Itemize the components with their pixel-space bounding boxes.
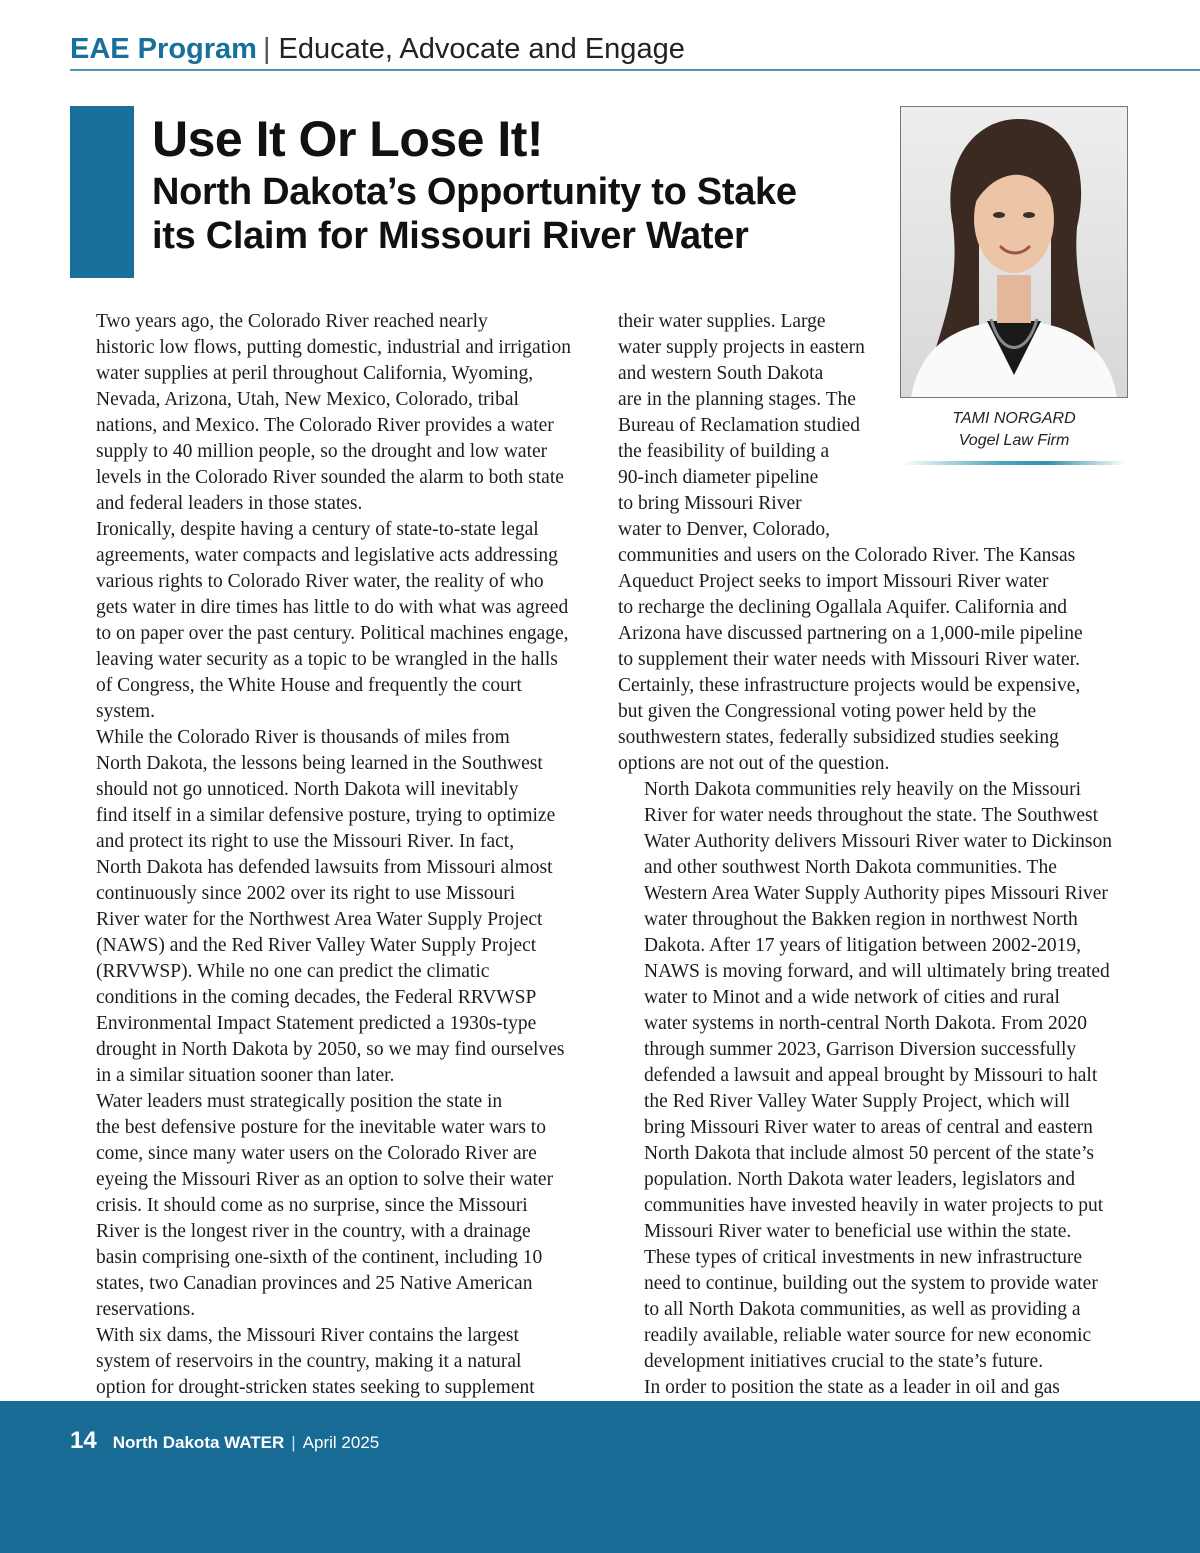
- text-line: basin comprising one-sixth of the continent, including 10: [96, 1247, 543, 1268]
- text-line: drought in North Dakota by 2050, so we may find ourselves: [96, 1039, 565, 1060]
- text-line: and western South Dakota: [618, 363, 824, 384]
- article-subtitle-line-2: its Claim for Missouri River Water: [152, 215, 749, 257]
- article-title: Use It Or Lose It!: [152, 111, 544, 167]
- paragraph: [618, 1375, 1130, 1401]
- text-line: North Dakota that include almost 50 percent of the state’s: [644, 1143, 1094, 1164]
- text-line: defended a lawsuit and appeal brought by Missouri to halt: [644, 1065, 1098, 1086]
- program-tagline: Educate, Advocate and Engage: [278, 33, 685, 65]
- paragraph: [70, 1323, 582, 1401]
- text-line: conditions in the coming decades, the Federal RRVWSP: [96, 987, 537, 1008]
- text-line: states, two Canadian provinces and 25 Native American: [96, 1273, 533, 1294]
- text-line: North Dakota, the lessons being learned in the Southwest: [96, 753, 543, 774]
- text-line: come, since many water users on the Colorado River are: [96, 1143, 537, 1164]
- text-line: option for drought-stricken states seeking to supplement: [96, 1377, 535, 1398]
- text-line: to supplement their water needs with Missouri River water.: [618, 649, 1080, 670]
- text-line: find itself in a similar defensive posture, trying to optimize: [96, 805, 556, 826]
- title-accent-bar: [70, 106, 134, 278]
- paragraph: [70, 309, 582, 517]
- text-line: While the Colorado River is thousands of miles from: [96, 727, 510, 748]
- text-line: through summer 2023, Garrison Diversion successfully: [644, 1039, 1077, 1060]
- text-line: need to continue, building out the system to provide water: [644, 1273, 1098, 1294]
- footer-separator: |: [291, 1433, 296, 1452]
- text-line: continuously since 2002 over its right to use Missouri: [96, 883, 516, 904]
- text-line: water throughout the Bakken region in northwest North: [644, 909, 1078, 930]
- program-name: EAE Program: [70, 33, 257, 65]
- text-line: (NAWS) and the Red River Valley Water Supply Project: [96, 935, 537, 956]
- text-line: historic low flows, putting domestic, industrial and irrigation: [96, 337, 571, 358]
- text-line: their water supplies. Large: [618, 311, 826, 332]
- text-line: leaving water security as a topic to be wrangled in the halls: [96, 649, 558, 670]
- text-line: water to Denver, Colorado,: [618, 519, 831, 540]
- section-header: [70, 28, 1200, 70]
- header-separator: |: [262, 33, 271, 65]
- text-line: Arizona have discussed partnering on a 1,000-mile pipeline: [618, 623, 1083, 644]
- text-line: communities and users on the Colorado River. The Kansas: [618, 545, 1076, 566]
- text-line: eyeing the Missouri River as an option to solve their water: [96, 1169, 554, 1190]
- article-column-right: [618, 309, 1130, 1401]
- text-line: the Red River Valley Water Supply Project, which will: [644, 1091, 1071, 1112]
- text-line: population. North Dakota water leaders, legislators and: [644, 1169, 1076, 1190]
- text-line: development initiatives crucial to the state’s future.: [644, 1351, 1044, 1372]
- text-line: 90-inch diameter pipeline: [618, 467, 819, 488]
- text-line: NAWS is moving forward, and will ultimately bring treated: [644, 961, 1110, 982]
- text-line: system.: [96, 701, 156, 722]
- text-line: the best defensive posture for the inevitable water wars to: [96, 1117, 546, 1138]
- text-line: Two years ago, the Colorado River reached nearly: [96, 311, 488, 332]
- header-rule: [70, 69, 1200, 71]
- text-line: Water Authority delivers Missouri River water to Dickinson: [644, 831, 1112, 852]
- text-line: River water for the Northwest Area Water Supply Project: [96, 909, 543, 930]
- text-line: water supplies at peril throughout California, Wyoming,: [96, 363, 534, 384]
- text-line: With six dams, the Missouri River contains the largest: [96, 1325, 519, 1346]
- text-line: reservations.: [96, 1299, 196, 1320]
- author-organization: Vogel Law Firm: [958, 432, 1070, 449]
- paragraph: [618, 309, 1130, 777]
- text-line: are in the planning stages. The: [618, 389, 856, 410]
- text-line: crisis. It should come as no surprise, since the Missouri: [96, 1195, 528, 1216]
- paragraph: [70, 725, 582, 1089]
- text-line: should not go unnoticed. North Dakota will inevitably: [96, 779, 519, 800]
- text-line: various rights to Colorado River water, the reality of who: [96, 571, 544, 592]
- issue-date: April 2025: [302, 1433, 380, 1452]
- magazine-name: North Dakota WATER: [112, 1433, 285, 1452]
- text-line: levels in the Colorado River sounded the alarm to both state: [96, 467, 564, 488]
- text-line: (RRVWSP). While no one can predict the climatic: [96, 961, 490, 982]
- text-line: to recharge the declining Ogallala Aquifer. California and: [618, 597, 1068, 618]
- text-line: nations, and Mexico. The Colorado River provides a water: [96, 415, 554, 436]
- text-line: Bureau of Reclamation studied: [618, 415, 861, 436]
- text-line: of Congress, the White House and frequently the court: [96, 675, 522, 696]
- text-line: but given the Congressional voting power held by the: [618, 701, 1037, 722]
- text-line: gets water in dire times has little to do with what was agreed: [96, 597, 569, 618]
- text-line: North Dakota communities rely heavily on the Missouri: [644, 779, 1082, 800]
- text-line: water systems in north-central North Dakota. From 2020: [644, 1013, 1087, 1034]
- text-line: readily available, reliable water source for new economic: [644, 1325, 1092, 1346]
- text-line: River for water needs throughout the state. The Southwest: [644, 805, 1098, 826]
- text-line: Western Area Water Supply Authority pipes Missouri River: [644, 883, 1108, 904]
- text-line: Ironically, despite having a century of state-to-state legal: [96, 519, 539, 540]
- text-line: system of reservoirs in the country, making it a natural: [96, 1351, 522, 1372]
- text-line: water supply projects in eastern: [618, 337, 865, 358]
- paragraph: [70, 1089, 582, 1323]
- text-line: the feasibility of building a: [618, 441, 830, 462]
- footer-text: [70, 1424, 379, 1458]
- text-line: and protect its right to use the Missouri River. In fact,: [96, 831, 515, 852]
- text-line: options are not out of the question.: [618, 753, 890, 774]
- text-line: In order to position the state as a leader in oil and gas: [644, 1377, 1060, 1398]
- text-line: and federal leaders in those states.: [96, 493, 363, 514]
- article-column-left: [70, 309, 582, 1401]
- page-number: 14: [70, 1427, 97, 1454]
- text-line: These types of critical investments in new infrastructure: [644, 1247, 1083, 1268]
- text-line: Dakota. After 17 years of litigation between 2002-2019,: [644, 935, 1082, 956]
- text-line: to bring Missouri River: [618, 493, 802, 514]
- paragraph: [70, 517, 582, 725]
- text-line: to all North Dakota communities, as well as providing a: [644, 1299, 1081, 1320]
- text-line: to on paper over the past century. Political machines engage,: [96, 623, 569, 644]
- article-subtitle-line-1: North Dakota’s Opportunity to Stake: [152, 171, 797, 213]
- author-name: TAMI NORGARD: [952, 410, 1076, 427]
- text-line: Missouri River water to beneficial use within the state.: [644, 1221, 1072, 1242]
- text-line: bring Missouri River water to areas of central and eastern: [644, 1117, 1093, 1138]
- text-line: water to Minot and a wide network of cities and rural: [644, 987, 1060, 1008]
- text-line: Environmental Impact Statement predicted a 1930s-type: [96, 1013, 537, 1034]
- text-line: North Dakota has defended lawsuits from Missouri almost: [96, 857, 553, 878]
- text-line: Aqueduct Project seeks to import Missouri River water: [618, 571, 1049, 592]
- text-line: southwestern states, federally subsidized studies seeking: [618, 727, 1059, 748]
- text-line: agreements, water compacts and legislative acts addressing: [96, 545, 558, 566]
- paragraph: [618, 777, 1130, 1375]
- text-line: and other southwest North Dakota communities. The: [644, 857, 1057, 878]
- text-line: communities have invested heavily in water projects to put: [644, 1195, 1104, 1216]
- text-line: supply to 40 million people, so the drought and low water: [96, 441, 548, 462]
- article-title-block: [152, 108, 882, 258]
- text-line: in a similar situation sooner than later.: [96, 1065, 395, 1086]
- text-line: Certainly, these infrastructure projects would be expensive,: [618, 675, 1081, 696]
- text-line: Water leaders must strategically position the state in: [96, 1091, 503, 1112]
- text-line: Nevada, Arizona, Utah, New Mexico, Colorado, tribal: [96, 389, 519, 410]
- text-line: River is the longest river in the country, with a drainage: [96, 1221, 531, 1242]
